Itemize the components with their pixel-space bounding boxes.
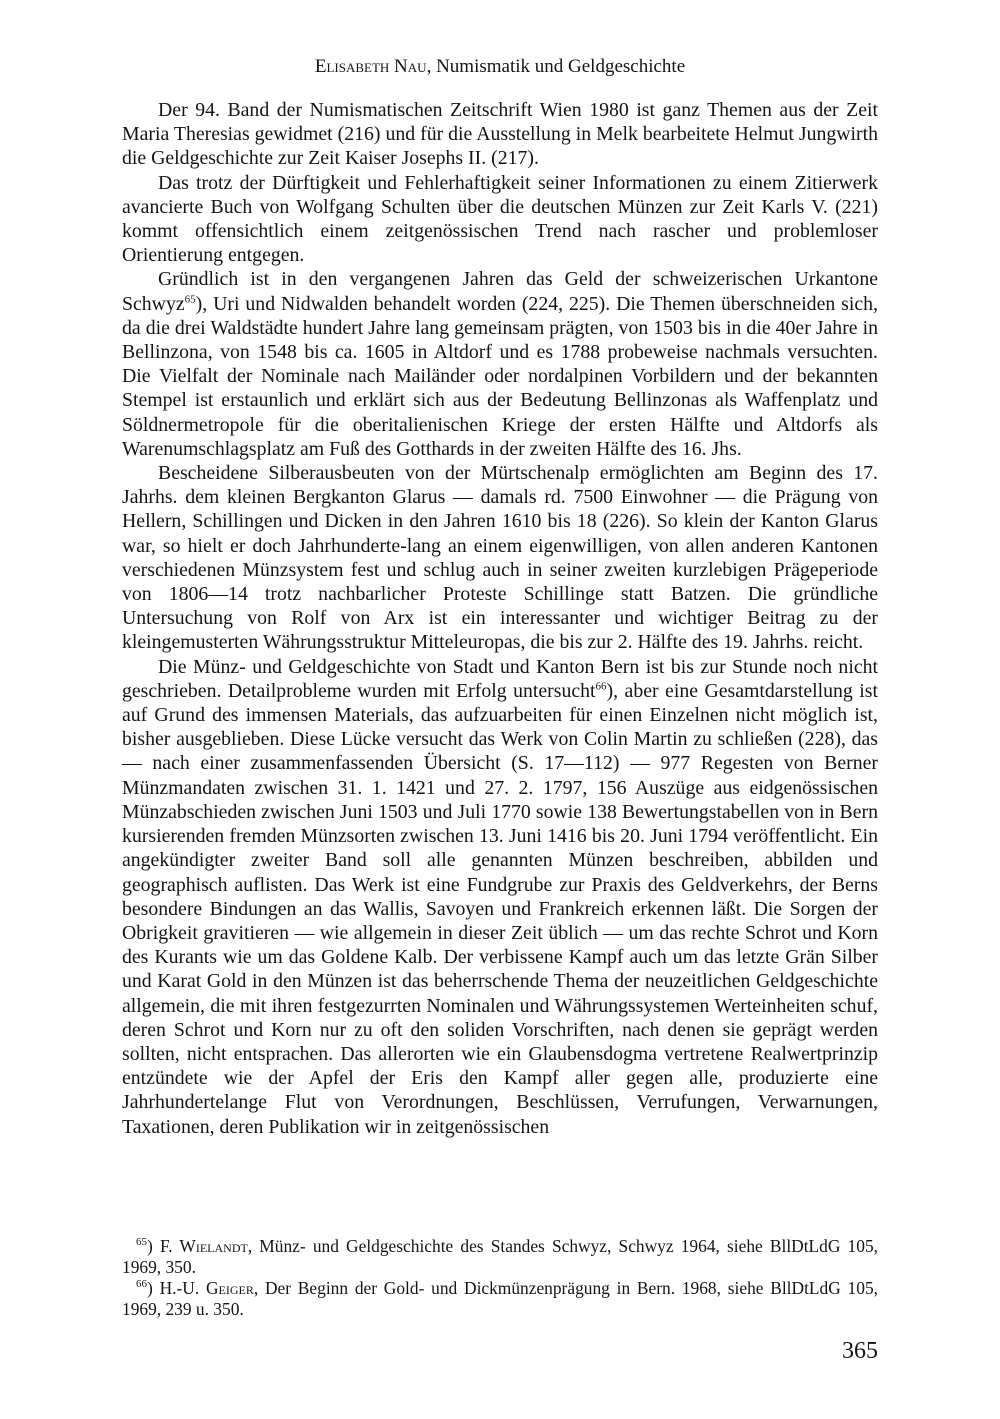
paragraph-text: Gründlich ist in den vergangenen Jahren das Geld der schweizerischen Urkantone Schwyz [122, 268, 878, 315]
footnote-author: F. Wielandt [159, 1236, 248, 1256]
page-number: 365 [842, 1338, 878, 1364]
running-head-title: Numismatik und Geldgeschichte [436, 56, 686, 77]
paragraph-text: ), Uri und Nidwalden behandelt worden (224, 225). Die Themen überschneiden sich, da die drei Waldstädte hundert Jahre lang gemeinsam prägten, von 1503 bis in die 40er Jahre in Bellinzona, von 1548 bis ca. 1605 in Altdorf und es 1788 probeweise nachmals versuchten. Die Vielfalt der Nominale nach Mailänder oder nordalpinen Vorbildern und der bekannten Stempel ist erstaunlich und erklärt sich aus der Bedeutung Bellinzonas als Waffenplatz und Söldnermetropole für die oberitalienischen Kriege der ersten Hälfte und Altdorfs als Warenumschlagsplatz am Fuß des Gotthards in der zweiten Hälfte des 16. Jhs. [122, 292, 878, 460]
paragraph-text: ), aber eine Gesamtdarstellung ist auf Grund des immensen Materials, das aufzuarbeiten für einen Einzelnen nicht möglich ist, bisher ausgeblieben. Diese Lücke versucht das Werk von Colin Martin zu schließen (228), das — nach einer zusammenfassenden Übersicht (S. 17—112) — 977 Regesten von Berner Münzmandaten zwischen 31. 1. 1421 und 27. 2. 1797, 156 Auszüge aus eidgenössischen Münzabschieden zwischen Juni 1503 und Juli 1770 sowie 138 Bewertungstabellen von in Bern kursierenden fremden Münzsorten zwischen 13. Juni 1416 bis 20. Juni 1794 veröffentlicht. Ein angekündigter zweiter Band soll alle genannten Münzen beschreiben, abbilden und geographisch auflisten. Das Werk ist eine Fundgrube zur Praxis des Geldverkehrs, der Berns besondere Bindungen an das Wallis, Savoyen und Frankreich erkennen läßt. Die Sorgen der Obrigkeit gravitieren — wie allgemein in dieser Zeit üblich — um das rechte Schrot und Korn des Kurants wie um das Goldene Kalb. Der verbissene Kampf auch um das letzte Grän Silber und Karat Gold in den Münzen ist das beherrschende Thema der neuzeitlichen Geldgeschichte allgemein, die mit ihren festgezurrten Nominalen und Währungssystemen Werteinheiten schuf, deren Schrot und Korn nur zu oft den soliden Vorschriften, nach denen sie geprägt werden sollten, nicht entsprachen. Das allerorten wie ein Glaubensdogma vertretene Realwertprinzip entzündete wie der Apfel der Eris den Kampf aller gegen alle, produzierte eine Jahrhundertelange Flut von Verordnungen, Beschlüssen, Verrufungen, Verwarnungen, Taxationen, deren Publikation wir in zeitgenössischen [122, 679, 878, 1138]
body-text [122, 98, 878, 1139]
paragraph-text: Der 94. Band der Numismatischen Zeitschrift Wien 1980 ist ganz Themen aus der Zeit Maria Theresias gewidmet (216) und für die Ausstellung in Melk bearbeitete Helmut Jungwirth die Geldgeschichte zur Zeit Kaiser Josephs II. (217). [122, 99, 878, 170]
footnotes [122, 1236, 878, 1320]
footnote [122, 1236, 878, 1278]
paragraph [122, 98, 878, 171]
footnote-number: 66 [136, 1278, 147, 1291]
paragraph [122, 461, 878, 655]
footnote [122, 1278, 878, 1320]
footnote-number: 65 [136, 1236, 147, 1249]
paragraph-text: Die Münz- und Geldgeschichte von Stadt und Kanton Bern ist bis zur Stunde noch nicht geschrieben. Detailprobleme wurden mit Erfolg untersucht [122, 655, 878, 702]
footnote-text: , Der Beginn der Gold- und Dickmünzenprägung in Bern. 1968, siehe BllDtLdG 105, 1969, 239 u. 350. [122, 1278, 878, 1319]
running-head-separator: , [426, 56, 437, 77]
footnote-reference: 65 [184, 293, 196, 306]
footnote-author: H.-U. Geiger [159, 1278, 254, 1298]
footnote-reference: 66 [595, 680, 607, 693]
paragraph [122, 655, 878, 1139]
footnote-paren: ) [147, 1278, 160, 1298]
running-head-author: Elisabeth Nau [314, 56, 427, 77]
paragraph [122, 171, 878, 268]
paragraph [122, 267, 878, 461]
footnote-text: , Münz- und Geldgeschichte des Standes Schwyz, Schwyz 1964, siehe BllDtLdG 105, 1969, 350. [122, 1236, 878, 1277]
paragraph-text: Bescheidene Silberausbeuten von der Mürtschenalp ermöglichten am Beginn des 17. Jahrhs. dem kleinen Bergkanton Glarus — damals rd. 7500 Einwohner — die Prägung von Hellern, Schillingen und Dicken in den Jahren 1610 bis 18 (226). So klein der Kanton Glarus war, so hielt er doch Jahrhunderte-lang an einem eigenwilligen, von allen anderen Kantonen verschiedenen Münzsystem fest und schlug auch in seiner zweiten kurzlebigen Prägeperiode von 1806—14 trotz nachbarlicher Proteste Schillinge statt Batzen. Die gründliche Untersuchung von Rolf von Arx ist ein interessanter und wichtiger Beitrag zu der kleingemusterten Währungsstruktur Mitteleuropas, die bis zur 2. Hälfte des 19. Jahrhs. reicht. [122, 462, 878, 654]
footnote-paren: ) [147, 1236, 160, 1256]
running-head [122, 54, 878, 80]
paragraph-text: Das trotz der Dürftigkeit und Fehlerhaftigkeit seiner Informationen zu einem Zitierwerk avancierte Buch von Wolfgang Schulten über die deutschen Münzen zur Zeit Karls V. (221) kommt offensichtlich einem zeitgenössischen Trend nach rascher und problemloser Orientierung entgegen. [122, 171, 878, 267]
